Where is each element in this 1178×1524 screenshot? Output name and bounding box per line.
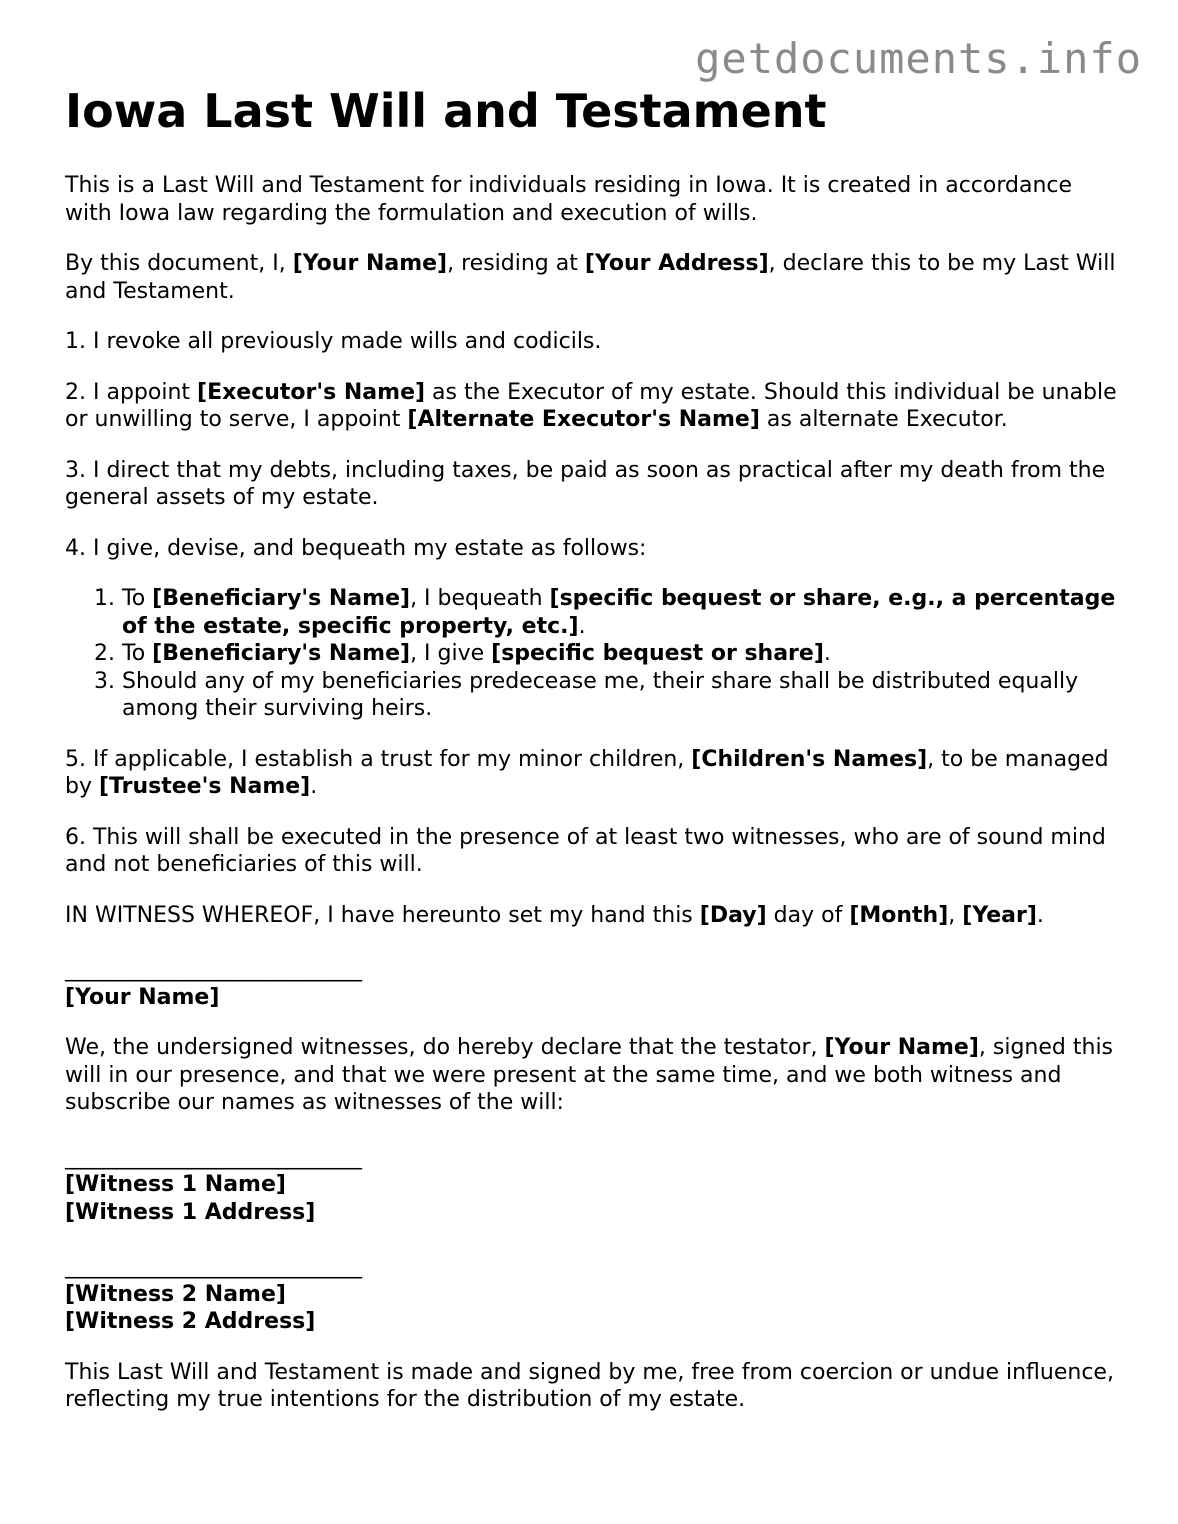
- your-name-placeholder: [Your Name]: [292, 251, 448, 276]
- witness-declaration-paragraph: We, the undersigned witnesses, do hereby declare that the testator, [Your Name], signed this will in our presence, and that we were present at the same time, and we both witness and subscribe our names as witnesses of the will:: [65, 1035, 1114, 1115]
- beneficiary-name-placeholder: [Beneficiary's Name]: [152, 641, 411, 666]
- witness-1-name-placeholder: [Witness 1 Name]: [65, 1172, 286, 1197]
- intro-paragraph: This is a Last Will and Testament for individuals residing in Iowa. It is created in accordance with Iowa law regarding the formulation and execution of wills.: [65, 173, 1073, 226]
- list-item: 1. To [Beneficiary's Name], I bequeath [specific bequest or share, e.g., a percentage of the estate, specific property, etc.].: [122, 585, 1125, 640]
- declaration-paragraph: By this document, I, [Your Name], residing at [Your Address], declare this to be my Last Will and Testament.: [65, 251, 1116, 304]
- signature-line: ___________________________: [65, 1254, 362, 1279]
- clause-4: 4. I give, devise, and bequeath my estate as follows:: [65, 535, 647, 561]
- witness-2-address-placeholder: [Witness 2 Address]: [65, 1309, 316, 1334]
- witness-2-name-placeholder: [Witness 2 Name]: [65, 1281, 286, 1307]
- signature-line: ___________________________: [65, 1144, 362, 1170]
- beneficiary-name-placeholder: [Beneficiary's Name]: [152, 586, 411, 611]
- clause-5: 5. If applicable, I establish a trust for my minor children, [Children's Names], to be managed by [Trustee's Name].: [65, 746, 1109, 799]
- list-item: 2. To [Beneficiary's Name], I give [specific bequest or share].: [122, 640, 1125, 668]
- year-placeholder: [Year]: [962, 902, 1037, 928]
- bequest-list: [65, 585, 1125, 723]
- testator-name-placeholder: [Your Name]: [65, 984, 220, 1010]
- witness-2-signature-block: [65, 1253, 1125, 1336]
- witness-whereof-paragraph: IN WITNESS WHEREOF, I have hereunto set my hand this [Day] day of [Month], [Year].: [65, 902, 1044, 928]
- your-address-placeholder: [Your Address]: [584, 251, 769, 276]
- document-body: [65, 84, 1125, 1437]
- bequest-placeholder: [specific bequest or share, e.g., a percentage of the estate, specific property, etc.]: [122, 586, 1116, 639]
- witness-1-address-placeholder: [Witness 1 Address]: [65, 1199, 316, 1225]
- page-title: Iowa Last Will and Testament: [65, 84, 827, 138]
- children-names-placeholder: [Children's Names]: [691, 746, 928, 772]
- your-name-placeholder: [Your Name]: [824, 1035, 979, 1060]
- trustee-name-placeholder: [Trustee's Name]: [98, 774, 311, 799]
- signature-line: ___________________________: [65, 957, 362, 982]
- clause-3: 3. I direct that my debts, including taxes, be paid as soon as practical after my death from the general assets of my estate.: [65, 457, 1106, 510]
- clause-6: 6. This will shall be executed in the presence of at least two witnesses, who are of sound mind and not beneficiaries of this will.: [65, 824, 1106, 877]
- clause-1: 1. I revoke all previously made wills and codicils.: [65, 329, 602, 354]
- closing-paragraph: This Last Will and Testament is made and signed by me, free from coercion or undue influence, reflecting my true intentions for the distribution of my estate.: [65, 1359, 1114, 1412]
- witness-1-signature-block: [65, 1144, 1125, 1227]
- testator-signature-block: [65, 956, 1125, 1011]
- executor-name-placeholder: [Executor's Name]: [197, 379, 426, 405]
- clause-2: 2. I appoint [Executor's Name] as the Executor of my estate. Should this individual be unable or unwilling to serve, I appoint [Alternate Executor's Name] as alternate Executor.: [65, 379, 1117, 432]
- day-placeholder: [Day]: [699, 902, 767, 928]
- month-placeholder: [Month]: [849, 902, 949, 928]
- watermark: getdocuments.info: [695, 34, 1142, 83]
- bequest-placeholder: [specific bequest or share]: [491, 641, 824, 666]
- list-item: 3. Should any of my beneficiaries predecease me, their share shall be distributed equally among their surviving heirs.: [122, 668, 1125, 723]
- alternate-executor-placeholder: [Alternate Executor's Name]: [407, 407, 760, 432]
